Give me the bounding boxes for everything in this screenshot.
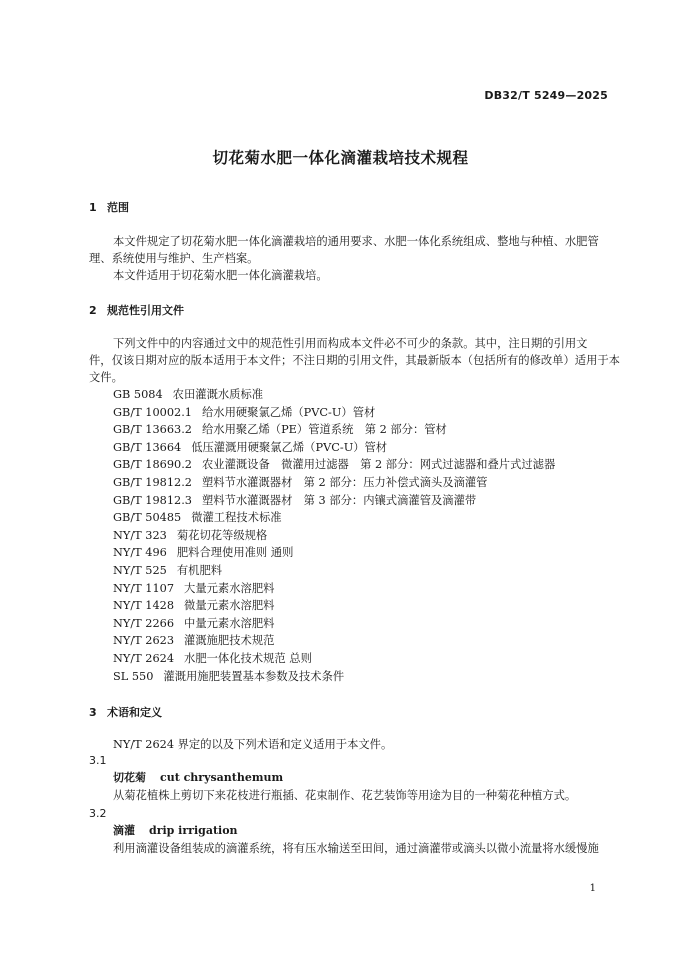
paragraph-line: NY/T 2624 界定的以及下列术语和定义适用于本文件。 xyxy=(113,738,393,751)
reference-code: NY/T 2624 xyxy=(113,652,175,665)
paragraph-line: 本文件适用于切花菊水肥一体化滴灌栽培。 xyxy=(113,269,328,282)
reference-item xyxy=(113,475,487,491)
reference-title: 塑料节水灌溉器材 第 3 部分：内镶式滴灌管及滴灌带 xyxy=(201,493,477,507)
term-zh: 切花菊 xyxy=(113,771,146,784)
reference-code: NY/T 1107 xyxy=(113,581,175,595)
reference-item xyxy=(113,563,222,579)
section-3-heading xyxy=(89,705,162,721)
section-title: 规范性引用文件 xyxy=(107,304,184,317)
reference-title: 给水用硬聚氯乙烯（PVC-U）管材 xyxy=(201,405,376,419)
standard-code: DB32/T 5249—2025 xyxy=(484,89,608,102)
section-number: 3 xyxy=(89,706,97,719)
reference-item xyxy=(113,457,555,473)
reference-title: 农业灌溉设备 微灌用过滤器 第 2 部分：网式过滤器和叠片式过滤器 xyxy=(201,458,556,472)
paragraph-line: 理、系统使用与维护、生产档案。 xyxy=(89,252,259,265)
reference-item xyxy=(113,598,274,614)
reference-item xyxy=(113,440,387,456)
section-number: 1 xyxy=(89,201,97,214)
reference-code: GB/T 18690.2 xyxy=(113,458,192,472)
reference-item xyxy=(113,651,312,667)
reference-title: 低压灌溉用硬聚氯乙烯（PVC-U）管材 xyxy=(191,440,388,454)
term-entry xyxy=(113,823,238,839)
reference-code: NY/T 1428 xyxy=(113,599,175,613)
term-number: 3.2 xyxy=(89,807,107,820)
reference-item xyxy=(113,633,274,649)
reference-title: 大量元素水溶肥料 xyxy=(184,581,275,595)
section-title: 术语和定义 xyxy=(107,706,162,719)
reference-code: GB/T 13663.2 xyxy=(113,423,192,437)
term-en: cut chrysanthemum xyxy=(160,771,284,784)
reference-code: NY/T 525 xyxy=(113,564,167,577)
term-en: drip irrigation xyxy=(149,824,238,837)
section-2-heading xyxy=(89,303,184,319)
paragraph-line: 下列文件中的内容通过文中的规范性引用而构成本文件必不可少的条款。其中，注日期的引用文 xyxy=(113,337,588,350)
paragraph-line: 本文件规定了切花菊水肥一体化滴灌栽培的通用要求、水肥一体化系统组成、整地与种植、水肥管 xyxy=(113,235,599,248)
reference-item xyxy=(113,545,293,561)
page-number: 1 xyxy=(589,883,596,894)
reference-title: 塑料节水灌溉器材 第 2 部分：压力补偿式滴头及滴灌管 xyxy=(201,476,488,489)
reference-title: 中量元素水溶肥料 xyxy=(184,616,275,630)
reference-title: 水肥一体化技术规范 总则 xyxy=(184,652,312,665)
term-number: 3.1 xyxy=(89,754,107,767)
reference-code: GB/T 19812.3 xyxy=(113,493,192,507)
reference-code: GB/T 50485 xyxy=(113,511,182,525)
reference-title: 灌溉用施肥装置基本参数及技术条件 xyxy=(163,669,345,683)
reference-item xyxy=(113,581,274,597)
document-title: 切花菊水肥一体化滴灌栽培技术规程 xyxy=(212,149,469,167)
reference-item xyxy=(113,669,344,685)
paragraph-line: 文件。 xyxy=(89,371,123,384)
term-entry xyxy=(113,770,283,786)
reference-code: GB/T 19812.2 xyxy=(113,476,192,489)
reference-title: 灌溉施肥技术规范 xyxy=(184,634,275,648)
reference-item xyxy=(113,528,267,544)
reference-item xyxy=(113,616,274,632)
reference-item xyxy=(113,405,375,421)
reference-title: 微量元素水溶肥料 xyxy=(184,599,275,613)
section-title: 范围 xyxy=(107,201,129,214)
paragraph-line: 件，仅该日期对应的版本适用于本文件；不注日期的引用文件，其最新版本（包括所有的修改单）适用于本 xyxy=(89,354,620,367)
reference-item xyxy=(113,387,263,403)
reference-title: 农田灌溉水质标准 xyxy=(172,388,264,401)
reference-title: 有机肥料 xyxy=(176,564,223,577)
reference-code: GB 5084 xyxy=(113,388,163,401)
reference-title: 微灌工程技术标准 xyxy=(191,511,282,525)
section-number: 2 xyxy=(89,304,97,317)
reference-title: 肥料合理使用准则 通则 xyxy=(176,546,294,560)
term-zh: 滴灌 xyxy=(113,824,135,837)
term-definition: 利用滴灌设备组装成的滴灌系统，将有压水输送至田间，通过滴灌带或滴头以微小流量将水缓慢施 xyxy=(113,842,599,855)
reference-title: 菊花切花等级规格 xyxy=(176,528,268,542)
reference-title: 给水用聚乙烯（PE）管道系统 第 2 部分：管材 xyxy=(201,423,447,437)
reference-code: GB/T 13664 xyxy=(113,440,182,454)
reference-code: NY/T 496 xyxy=(113,546,167,560)
section-1-heading xyxy=(89,200,129,216)
term-definition: 从菊花植株上剪切下来花枝进行瓶插、花束制作、花艺装饰等用途为目的一种菊花种植方式。 xyxy=(113,789,577,802)
reference-code: NY/T 2623 xyxy=(113,634,175,648)
reference-code: NY/T 323 xyxy=(113,528,167,542)
reference-item xyxy=(113,493,476,509)
reference-item xyxy=(113,510,282,526)
reference-code: SL 550 xyxy=(113,669,154,683)
reference-item xyxy=(113,422,447,438)
reference-code: GB/T 10002.1 xyxy=(113,405,192,419)
reference-code: NY/T 2266 xyxy=(113,616,175,630)
